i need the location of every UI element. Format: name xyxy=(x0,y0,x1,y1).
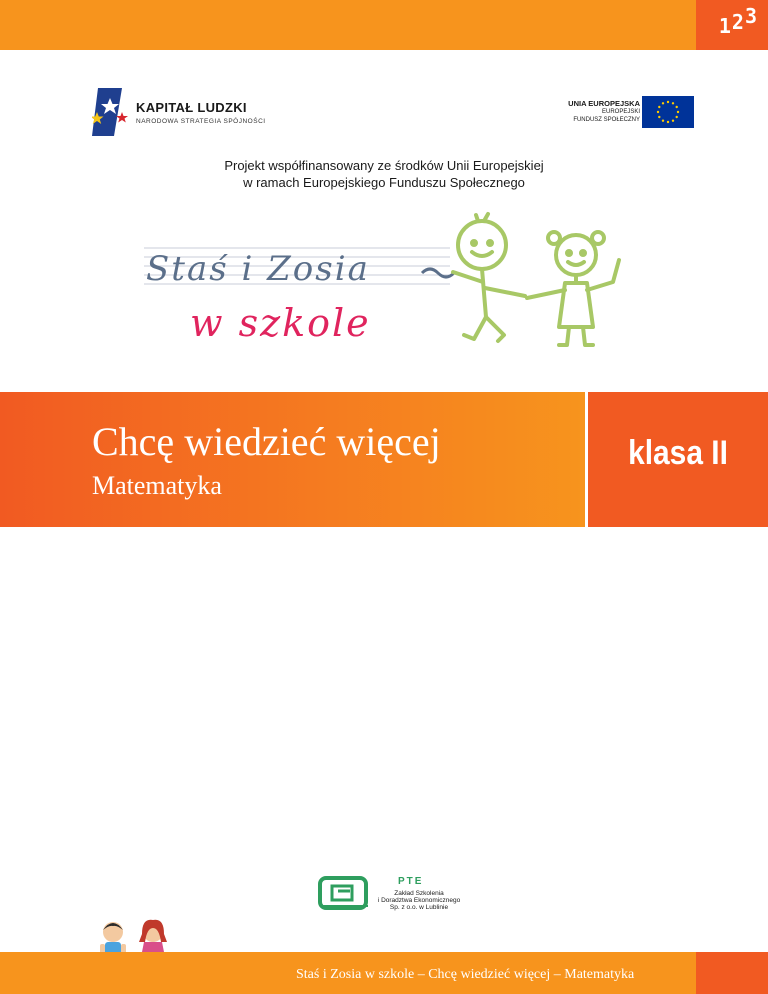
pte-line-1: Zakład Szkolenia xyxy=(394,890,444,897)
pte-title: PTE xyxy=(398,876,424,887)
book-title: Chcę wiedzieć więcej xyxy=(92,419,441,464)
pte-line-3: Sp. z o.o. w Lublinie xyxy=(389,904,449,911)
pte-line-2: i Doradztwa Ekonomicznego xyxy=(377,897,461,904)
digit-two: 2 xyxy=(731,10,745,34)
top-bar xyxy=(0,0,768,50)
footer-text: Staś i Zosia w szkole – Chcę wiedzieć więcej – Matematyka xyxy=(296,967,635,982)
eu-line-1: UNIA EUROPEJSKA xyxy=(568,99,640,108)
page-corner-block xyxy=(696,0,768,50)
numbers-badge xyxy=(718,4,758,38)
boy-figure xyxy=(453,214,525,341)
kapital-ludzki-icon xyxy=(92,88,130,136)
book-subject: Matematyka xyxy=(92,471,222,500)
eu-line-2: EUROPEJSKI xyxy=(601,109,640,115)
digit-one: 1 xyxy=(718,14,732,38)
project-funding-line-1: Projekt współfinansowany ze środków Unii Europejskiej xyxy=(224,158,544,173)
kapital-ludzki-title: KAPITAŁ LUDZKI xyxy=(136,100,247,115)
eu-fund-text xyxy=(568,100,640,124)
grade-badge xyxy=(588,392,768,527)
stas-i-zosia-logo xyxy=(140,210,660,360)
digit-three: 3 xyxy=(744,4,758,28)
eu-flag-icon xyxy=(642,96,694,128)
pte-icon xyxy=(318,876,368,910)
eu-line-3: FUNDUSZ SPOŁECZNY xyxy=(573,117,640,123)
project-funding-line-2: w ramach Europejskiego Funduszu Społecznego xyxy=(243,175,525,190)
brand-school-text: w szkole xyxy=(190,301,371,345)
girl-figure xyxy=(527,232,619,345)
grade-label: klasa II xyxy=(628,434,728,472)
kapital-ludzki-subtitle: NARODOWA STRATEGIA SPÓJNOŚCI xyxy=(136,118,266,125)
pte-logo xyxy=(318,872,468,912)
brand-name-text: Staś i Zosia xyxy=(146,249,370,289)
kapital-ludzki-logo xyxy=(92,88,292,136)
bottom-corner-block xyxy=(696,952,768,994)
